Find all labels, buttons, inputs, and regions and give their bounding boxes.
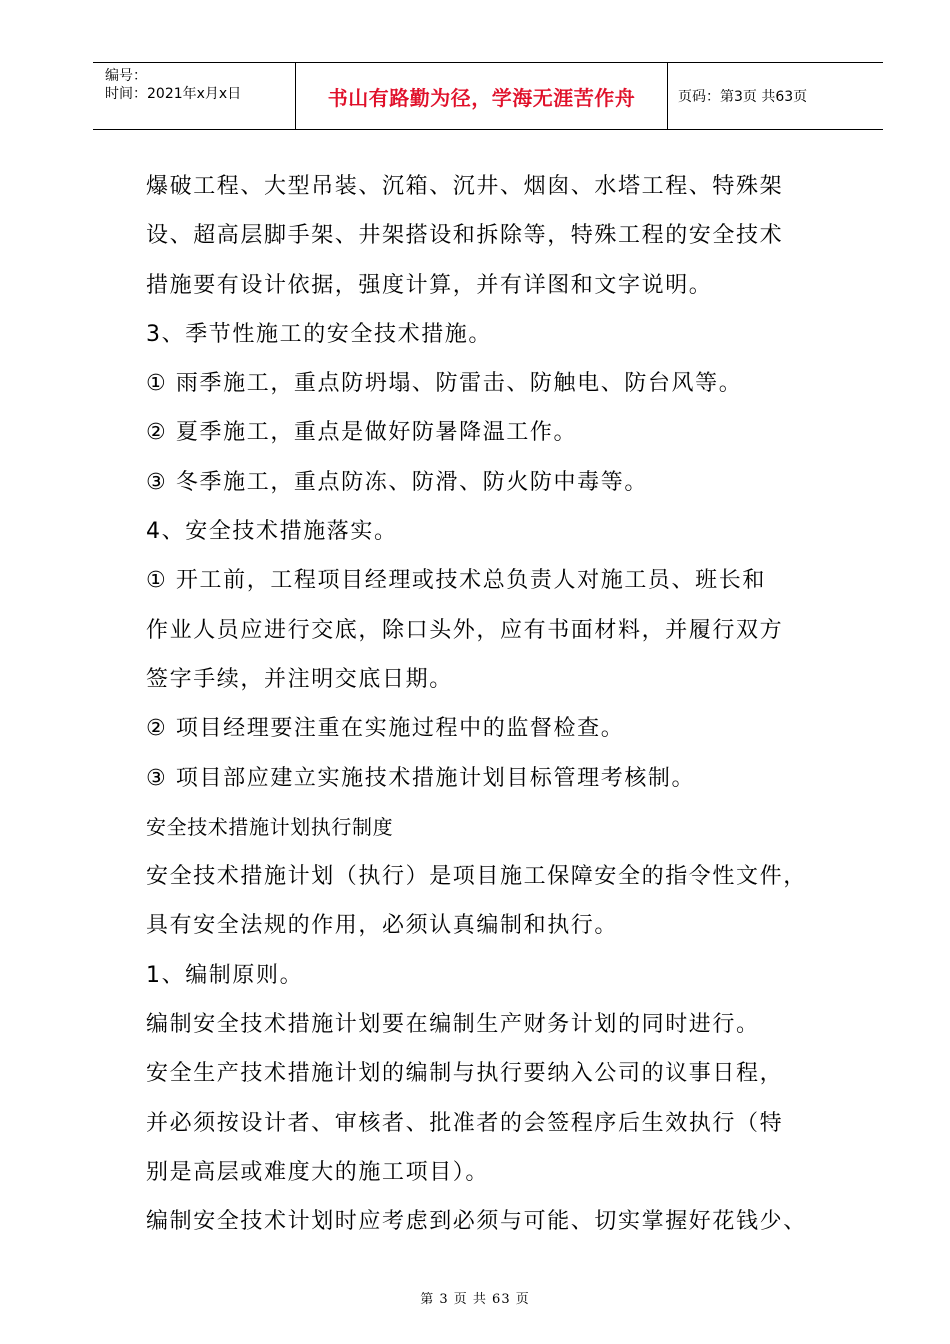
page-footer: 第 3 页 共 63 页 (420, 1292, 530, 1307)
list-item: ③ 项目部应建立实施技术措施计划目标管理考核制。 (146, 765, 696, 791)
list-item: ③ 冬季施工，重点防冻、防滑、防火防中毒等。 (146, 469, 648, 495)
body-line: 安全生产技术措施计划的编制与执行要纳入公司的议事日程， (146, 1061, 784, 1087)
header-divider-right (667, 63, 668, 129)
body-line: 别是高层或难度大的施工项目）。 (146, 1159, 490, 1185)
document-time: 时间：2021年x月x日 (105, 86, 242, 102)
body-line: 编制安全技术措施计划要在编制生产财务计划的同时进行。 (146, 1012, 760, 1038)
body-line: 并必须按设计者、审核者、批准者的会签程序后生效执行（特 (146, 1110, 784, 1136)
body-line: 爆破工程、大型吊装、沉箱、沉井、烟囱、水塔工程、特殊架 (146, 174, 784, 199)
header-page-info: 页码：第3页 共63页 (678, 89, 808, 105)
body-line: 具有安全法规的作用，必须认真编制和执行。 (146, 913, 619, 939)
header-meta (105, 67, 295, 103)
body-line: 作业人员应进行交底，除口头外，应有书面材料，并履行双方 (146, 617, 784, 643)
document-body (146, 162, 866, 1247)
body-line: 签字手续，并注明交底日期。 (146, 666, 453, 692)
section-heading: 3、季节性施工的安全技术措施。 (146, 321, 492, 347)
body-line: 编制安全技术计划时应考虑到必须与可能、切实掌握好花钱少、 (146, 1209, 807, 1235)
section-heading: 1、编制原则。 (146, 962, 304, 988)
body-line: 安全技术措施计划（执行）是项目施工保障安全的指令性文件， (146, 864, 807, 890)
list-item: ② 夏季施工，重点是做好防暑降温工作。 (146, 420, 578, 446)
section-heading: 4、安全技术措施落实。 (146, 519, 398, 545)
body-line: 措施要有设计依据，强度计算，并有详图和文字说明。 (146, 272, 713, 298)
section-title: 安全技术措施计划执行制度 (146, 814, 394, 839)
page-header (93, 62, 883, 130)
list-item: ① 开工前，工程项目经理或技术总负责人对施工员、班长和 (146, 568, 766, 594)
document-number-label: 编号： (105, 68, 147, 84)
list-item: ① 雨季施工，重点防坍塌、防雷击、防触电、防台风等。 (146, 371, 743, 397)
header-motto: 书山有路勤为径，学海无涯苦作舟 (327, 85, 636, 110)
list-item: ② 项目经理要注重在实施过程中的监督检查。 (146, 716, 625, 742)
body-line: 设、超高层脚手架、井架搭设和拆除等，特殊工程的安全技术 (146, 223, 784, 249)
